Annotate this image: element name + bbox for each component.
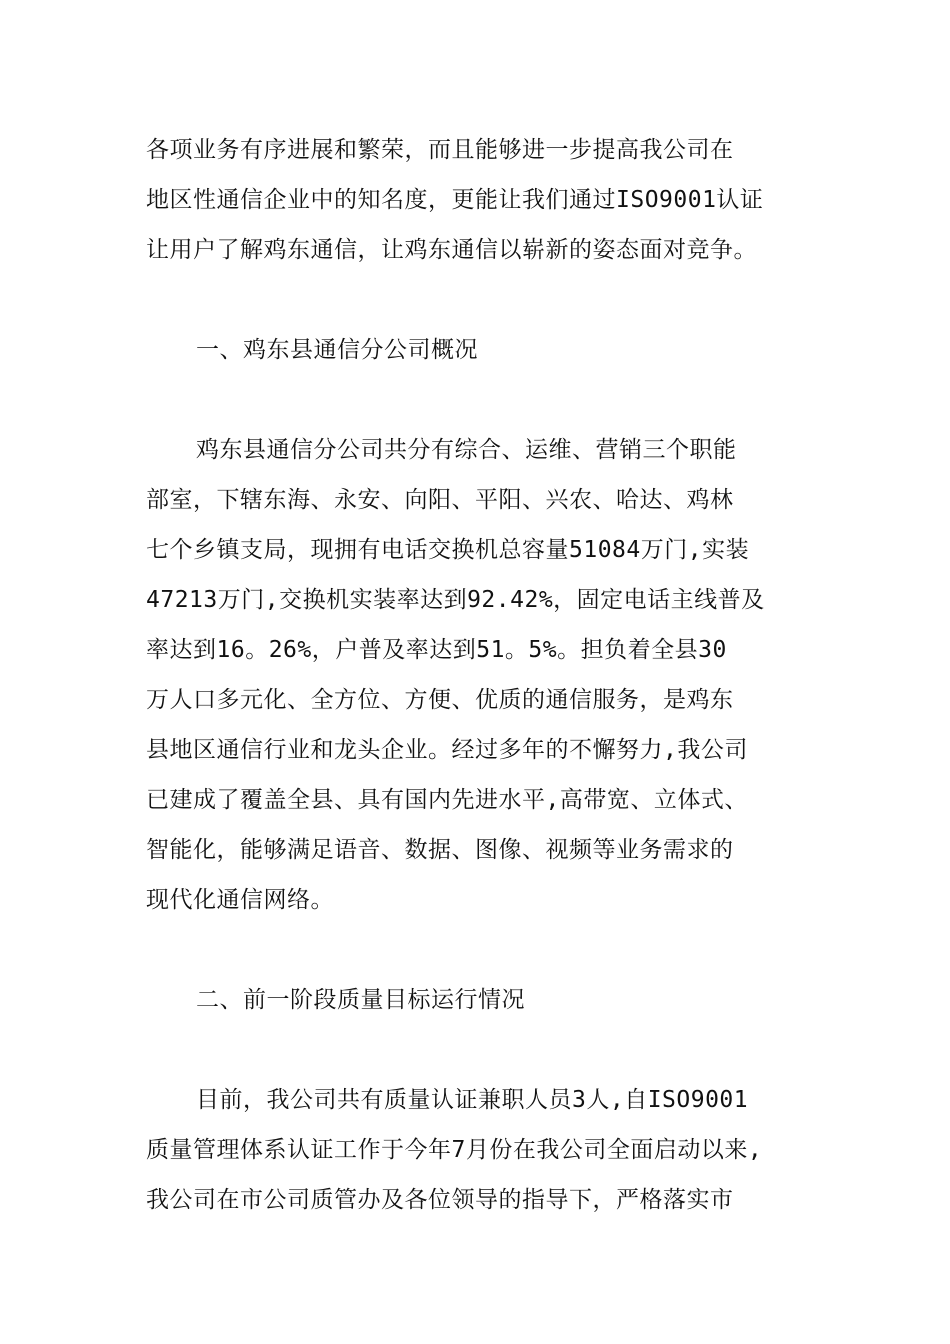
text-line: 已建成了覆盖全县、具有国内先进水平,高带宽、立体式、 <box>146 787 748 813</box>
text-line: 让用户了解鸡东通信，让鸡东通信以崭新的姿态面对竞争。 <box>146 237 757 263</box>
section-heading-1: 一、鸡东县通信分公司概况 <box>196 337 478 363</box>
text-line: 部室，下辖东海、永安、向阳、平阳、兴农、哈达、鸡林 <box>146 487 734 513</box>
text-line: 率达到16。26%，户普及率达到51。5%。担负着全县30 <box>146 637 727 663</box>
text-line: 七个乡镇支局，现拥有电话交换机总容量51084万门,实装 <box>146 537 750 563</box>
text-line: 鸡东县通信分公司共分有综合、运维、营销三个职能 <box>196 437 737 463</box>
text-line: 地区性通信企业中的知名度，更能让我们通过ISO9001认证 <box>146 187 764 213</box>
text-line: 万人口多元化、全方位、方便、优质的通信服务，是鸡东 <box>146 687 734 713</box>
text-line: 目前，我公司共有质量认证兼职人员3人,自ISO9001 <box>196 1087 749 1113</box>
text-line: 47213万门,交换机实装率达到92.42%，固定电话主线普及 <box>146 587 765 613</box>
text-line: 我公司在市公司质管办及各位领导的指导下，严格落实市 <box>146 1187 734 1213</box>
text-line: 县地区通信行业和龙头企业。经过多年的不懈努力,我公司 <box>146 737 748 763</box>
text-line: 现代化通信网络。 <box>146 887 334 913</box>
text-line: 质量管理体系认证工作于今年7月份在我公司全面启动以来, <box>146 1137 763 1163</box>
text-line: 智能化，能够满足语音、数据、图像、视频等业务需求的 <box>146 837 734 863</box>
section-heading-2: 二、前一阶段质量目标运行情况 <box>196 987 525 1013</box>
text-line: 各项业务有序进展和繁荣，而且能够进一步提高我公司在 <box>146 137 734 163</box>
